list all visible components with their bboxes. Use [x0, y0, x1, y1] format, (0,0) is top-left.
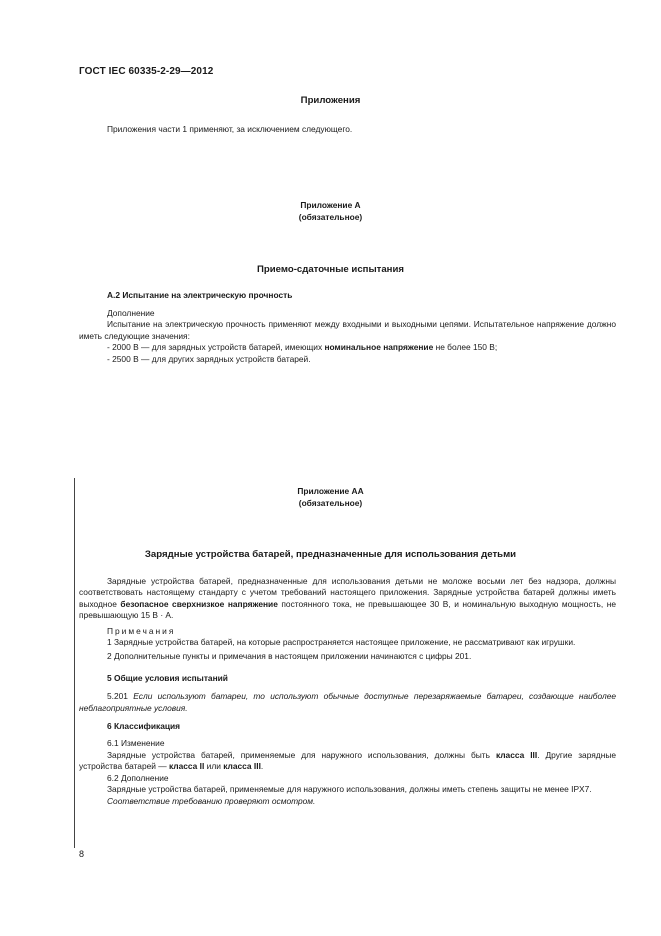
clause-5-201	[79, 691, 616, 714]
item1-text: - 2000 В — для зарядных устройств батарей, имеющих	[107, 342, 325, 353]
page-number: 8	[79, 849, 85, 859]
annex-a-title: Приложение А	[300, 200, 361, 210]
annex-a-status: (обязательное)	[298, 212, 363, 222]
text-part: или	[204, 761, 224, 772]
annex-aa-status: (обязательное)	[298, 498, 363, 508]
list-item	[79, 342, 616, 353]
annex-aa-title: Приложение АА	[297, 486, 364, 496]
clause-a2: А.2 Испытание на электрическую прочность	[107, 290, 293, 300]
annex-aa-body	[79, 576, 616, 807]
para-tail: постоянного тока, не превышающее 30 В, и номинальную выходную мощность, не превышающую 15 В · А.	[79, 598, 616, 621]
clause-6-1-text	[79, 750, 616, 773]
change-bar	[74, 478, 75, 848]
document-code: ГОСТ IEC 60335-2-29—2012	[79, 66, 214, 77]
annex-aa-para	[79, 576, 616, 622]
note-2: 2 Дополнительные пункты и примечания в настоящем приложении начинаются с цифры 201.	[107, 651, 472, 662]
section-5-heading: 5 Общие условия испытаний	[107, 672, 228, 683]
annex-aa-heading: Зарядные устройства батарей, предназначенные для использования детьми	[144, 549, 517, 560]
notes-label: Примечания	[107, 625, 176, 636]
note-1: 1 Зарядные устройства батарей, на которые распространяется настоящее приложение, не рассматривают как игрушки.	[107, 637, 576, 648]
annex-a-text: Испытание на электрическую прочность применяют между входными и выходными цепями. Испытательное напряжение должно иметь следующие значения:	[79, 319, 616, 341]
intro-text: Приложения части 1 применяют, за исключением следующего.	[107, 124, 353, 134]
text-part: Зарядные устройства батарей, применяемые для наружного использования, должны быть	[107, 749, 496, 760]
clause-text: Если используют батареи, то используют обычные доступные перезаряжаемые батареи, создающие наиболее неблагоприятные условия.	[79, 691, 617, 713]
text-part: .	[260, 761, 264, 772]
annex-a-heading: Приемо-сдаточные испытания	[257, 264, 404, 275]
annex-a-body	[79, 308, 616, 365]
section-6-heading: 6 Классификация	[107, 721, 181, 732]
term-selv: безопасное сверхнизкое напряжение	[120, 598, 278, 609]
term-rated-voltage: номинальное напряжение	[324, 342, 434, 353]
clause-6-1: 6.1 Изменение	[107, 738, 165, 749]
term-class-iii: класса III	[223, 761, 261, 772]
para-text: Зарядные устройства батарей, предназначенные для использования детьми не моложе восьми лет без надзора, должны соответствовать настоящему стандарту с учетом требований настоящего приложения. Зарядные устройства батарей должны иметь выходное	[79, 576, 616, 609]
supplement-label: Дополнение	[107, 308, 155, 318]
term-class-ii: класса II	[168, 761, 205, 772]
clause-number: 5.201	[107, 691, 128, 702]
text-part: . Другие зарядные устройства батарей —	[79, 749, 616, 772]
section-title: Приложения	[300, 95, 361, 106]
item1-tail: не более 150 В;	[433, 342, 498, 353]
term-class-iii: класса III	[495, 749, 538, 760]
compliance-check: Соответствие требованию проверяют осмотром.	[107, 795, 316, 806]
clause-6-2-text: Зарядные устройства батарей, применяемые для наружного использования, должны иметь степень защиты не менее IPX7.	[107, 784, 592, 795]
list-item: - 2500 В — для других зарядных устройств батарей.	[107, 353, 311, 364]
clause-6-2: 6.2 Дополнение	[107, 772, 169, 783]
